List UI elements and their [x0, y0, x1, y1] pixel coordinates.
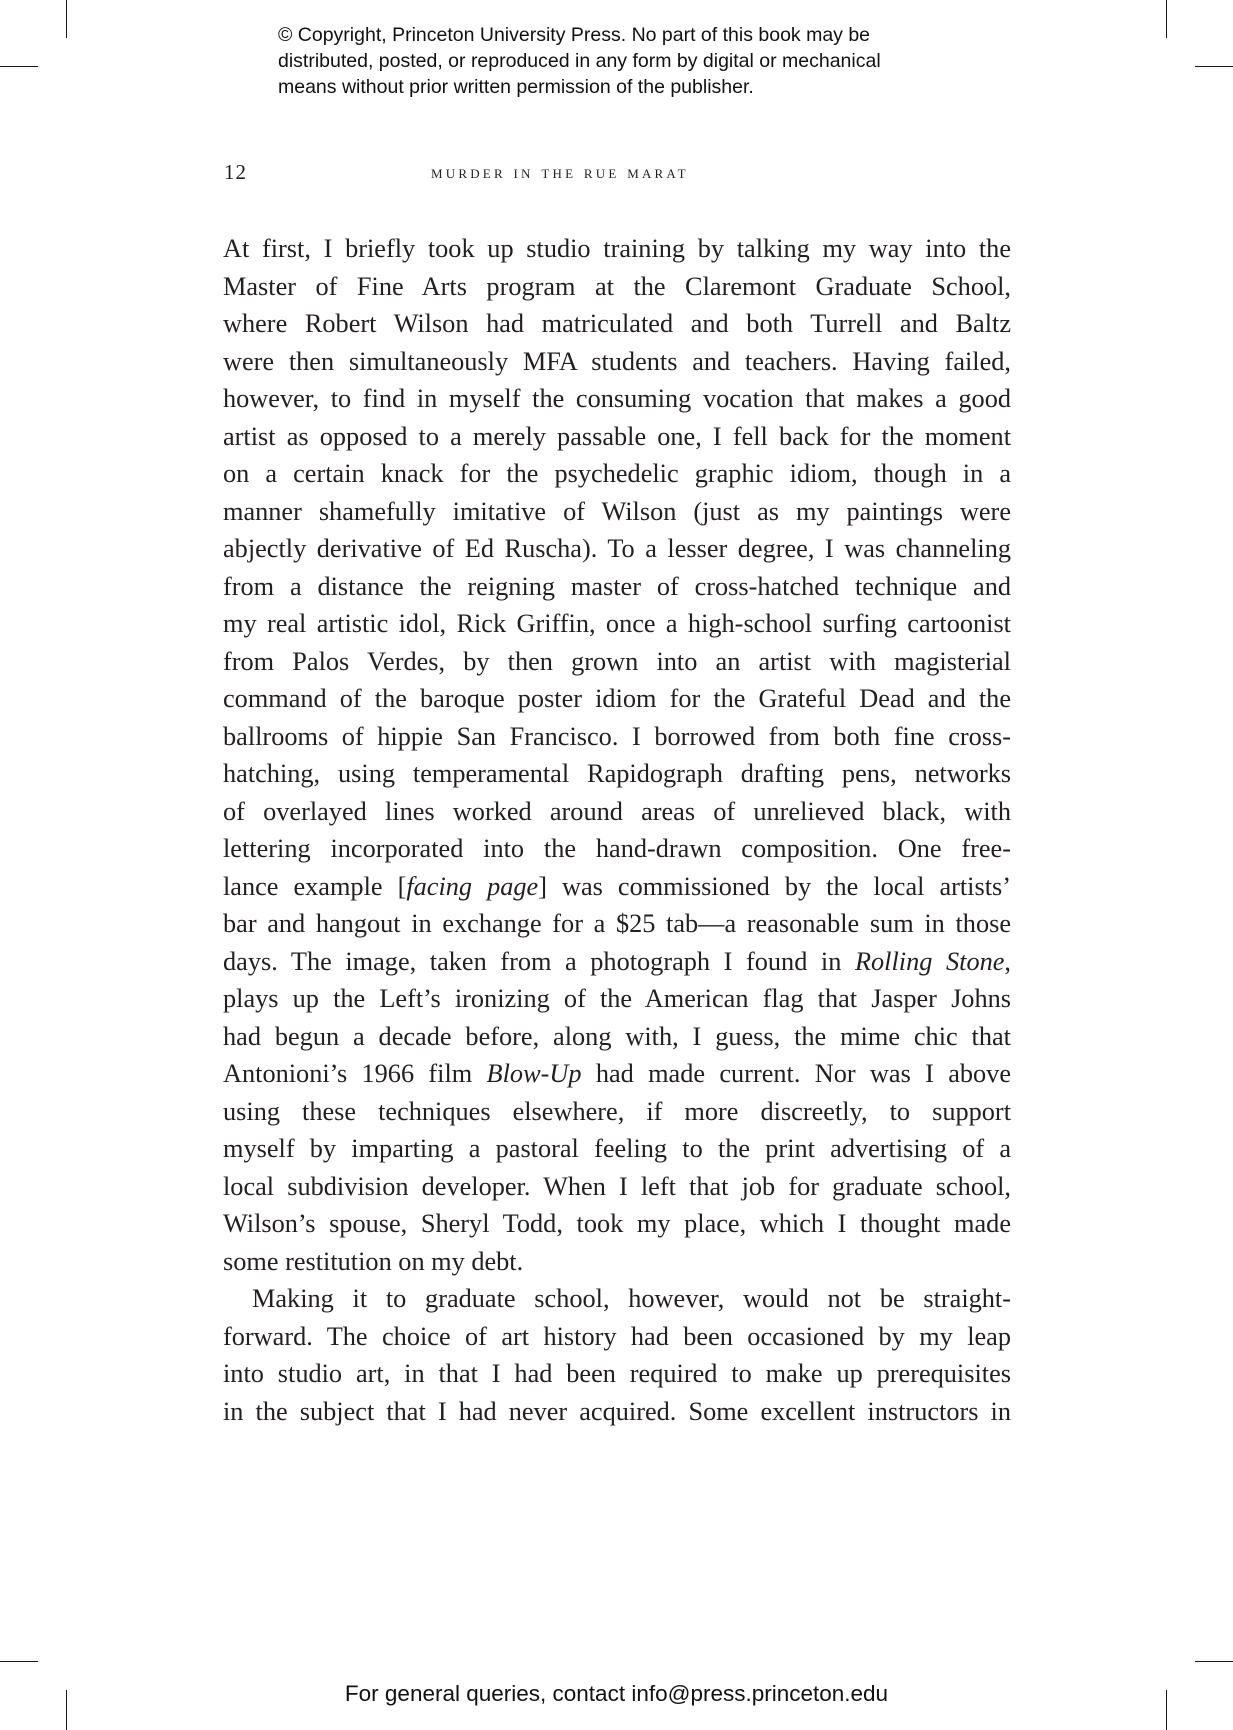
body-text [223, 230, 1011, 1430]
text-line: my real artistic idol, Rick Griffin, once a high-school surfing cartoonist [223, 609, 1011, 638]
text-run: lance example [ [223, 871, 407, 901]
text-line: lettering incorporated into the hand-drawn composition. One free- [223, 834, 1011, 863]
text-line: abjectly derivative of Ed Ruscha). To a lesser degree, I was channeling [223, 534, 1011, 563]
crop-mark-top-left-vertical [66, 0, 67, 38]
text-line: from a distance the reigning master of cross-hatched technique and [223, 571, 1011, 601]
copyright-line: © Copyright, Princeton University Press. No part of this book may be [278, 24, 871, 46]
copyright-line: means without prior written permission of the publisher. [278, 76, 754, 98]
crop-mark-top-right-vertical [1166, 0, 1167, 38]
text-line: into studio art, in that I had been required to make up prerequisites [223, 1359, 1011, 1388]
italic-title: Blow-Up [486, 1059, 582, 1088]
text-line: using these techniques elsewhere, if more discreetly, to support [223, 1096, 1011, 1126]
text-line: were then simultaneously MFA students and teachers. Having failed, [223, 346, 1011, 376]
crop-mark-top-left-horizontal [0, 66, 38, 67]
text-run: ] was commissioned by the local artists’ [538, 871, 1012, 901]
text-line: some restitution on my debt. [223, 1246, 524, 1276]
text-line: local subdivision developer. When I left that job for graduate school, [223, 1171, 1011, 1201]
text-line: Making it to graduate school, however, would not be straight- [252, 1284, 1011, 1313]
text-line: manner shamefully imitative of Wilson (just as my paintings were [223, 496, 1011, 526]
text-line: command of the baroque poster idiom for the Grateful Dead and the [223, 684, 1011, 713]
copyright-line: distributed, posted, or reproduced in any form by digital or mechanical [278, 50, 881, 72]
running-title: murder in the rue marat [431, 162, 689, 182]
text-line: in the subject that I had never acquired. Some excellent instructors in [223, 1396, 1011, 1426]
text-line: had begun a decade before, along with, I guess, the mime chic that [223, 1021, 1011, 1051]
text-line: hatching, using temperamental Rapidograph drafting pens, networks [223, 759, 1011, 788]
text-line [223, 943, 1011, 981]
paragraph [223, 230, 1011, 1280]
italic-title: facing page [406, 871, 539, 901]
text-line: forward. The choice of art history had been occasioned by my leap [223, 1321, 1011, 1351]
text-line [223, 1055, 1011, 1093]
text-line: bar and hangout in exchange for a $25 tab—a reasonable sum in those [223, 909, 1011, 938]
text-line: At first, I briefly took up studio training by talking my way into the [223, 234, 1011, 263]
text-run: Antonioni’s 1966 film [223, 1059, 487, 1088]
crop-mark-top-right-horizontal [1195, 66, 1233, 67]
running-head [224, 160, 1010, 190]
text-line: artist as opposed to a merely passable one, I fell back for the moment [223, 421, 1011, 451]
paragraph [223, 1280, 1011, 1430]
text-line: on a certain knack for the psychedelic graphic idiom, though in a [223, 459, 1011, 488]
crop-mark-bottom-right-horizontal [1195, 1661, 1233, 1662]
text-line: myself by imparting a pastoral feeling to the print advertising of a [223, 1134, 1011, 1163]
crop-mark-bottom-left-horizontal [0, 1661, 38, 1662]
text-run: , [1004, 946, 1011, 976]
copyright-notice [278, 22, 998, 100]
text-run: days. The image, taken from a photograph I found in [223, 946, 855, 976]
text-line: however, to find in myself the consuming vocation that makes a good [223, 384, 1011, 413]
text-line [223, 868, 1011, 906]
text-line: where Robert Wilson had matriculated and both Turrell and Baltz [223, 309, 1011, 338]
text-line: from Palos Verdes, by then grown into an artist with magisterial [223, 646, 1011, 676]
text-line: Master of Fine Arts program at the Claremont Graduate School, [223, 271, 1011, 301]
text-line: ballrooms of hippie San Francisco. I borrowed from both fine cross- [223, 721, 1011, 751]
footer-contact: For general queries, contact info@press.princeton.edu [344, 1681, 889, 1706]
italic-title: Rolling Stone [854, 946, 1005, 976]
text-line: of overlayed lines worked around areas of unrelieved black, with [223, 796, 1011, 826]
text-run: had made current. Nor was I above [581, 1059, 1011, 1088]
page-number: 12 [224, 160, 247, 184]
text-line: Wilson’s spouse, Sheryl Todd, took my place, which I thought made [223, 1209, 1011, 1238]
text-line: plays up the Left’s ironizing of the American flag that Jasper Johns [223, 984, 1011, 1013]
